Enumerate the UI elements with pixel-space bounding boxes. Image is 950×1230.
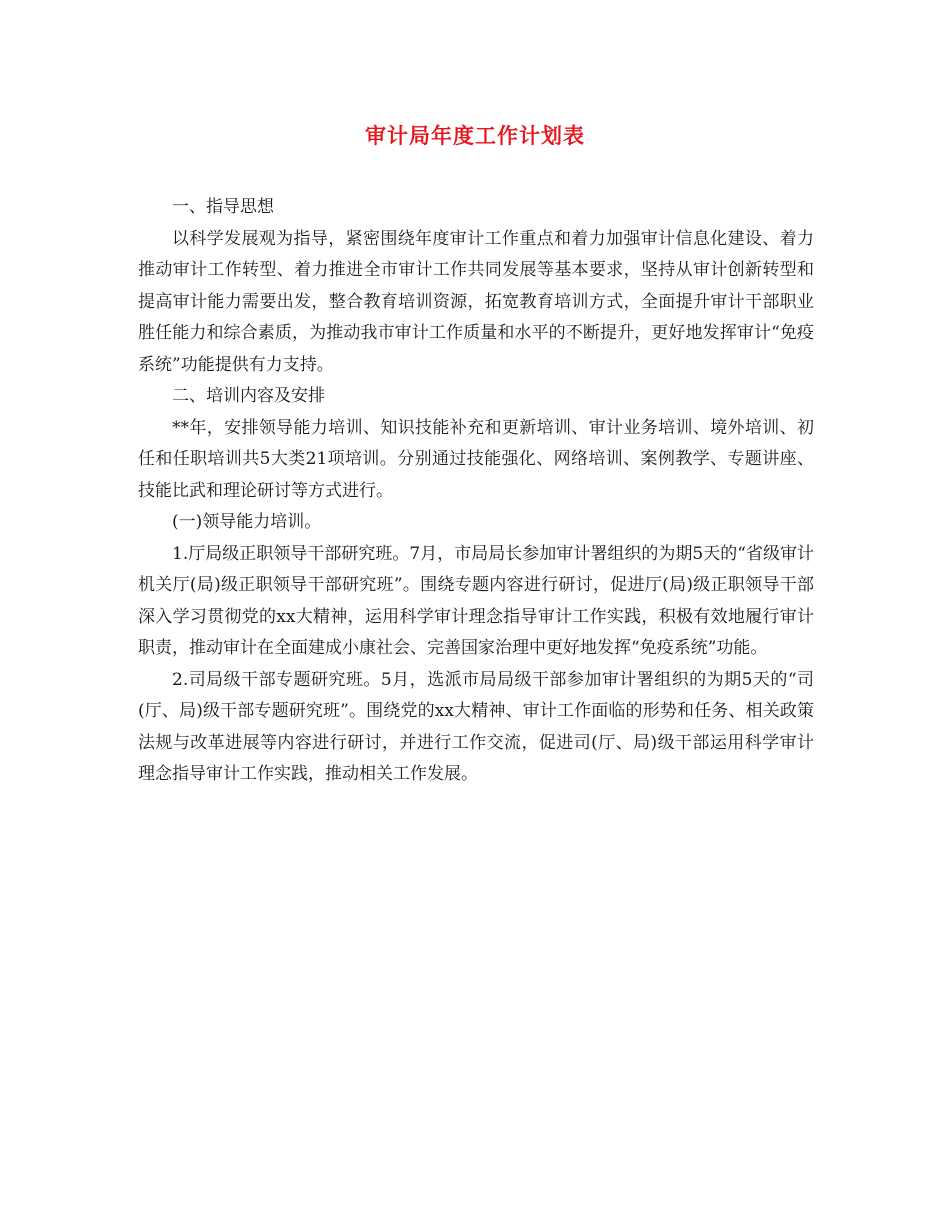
paragraph-guiding-thought: 以科学发展观为指导，紧密围绕年度审计工作重点和着力加强审计信息化建设、着力推动审计工作转型、着力推进全市审计工作共同发展等基本要求，坚持从审计创新转型和提高审计能力需要出发，整合教育培训资源，拓宽教育培训方式，全面提升审计干部职业胜任能力和综合素质，为推动我市审计工作质量和水平的不断提升，更好地发挥审计“免疫系统”功能提供有力支持。 (138, 228, 814, 375)
paragraph-training-overview: **年，安排领导能力培训、知识技能补充和更新培训、审计业务培训、境外培训、初任和任职培训共5大类21项培训。分别通过技能强化、网络培训、案例教学、专题讲座、技能比武和理论研讨等方式进行。 (138, 417, 814, 501)
paragraph-item-2: 2.司局级干部专题研究班。5月，选派市局局级干部参加审计署组织的为期5天的“司(厅、局)级干部专题研究班”。围绕党的xx大精神、审计工作面临的形势和任务、相关政策法规与改革进展等内容进行研讨，并进行工作交流，促进司(厅、局)级干部运用科学审计理念指导审计工作实践，推动相关工作发展。 (138, 669, 814, 784)
heading-guiding-thought: 一、指导思想 (172, 197, 274, 217)
document-body (138, 192, 814, 791)
subheading-leadership-training: (一)领导能力培训。 (172, 512, 322, 532)
document-title: 审计局年度工作计划表 (365, 124, 585, 148)
paragraph-item-1: 1.厅局级正职领导干部研究班。7月，市局局长参加审计署组织的为期5天的“省级审计机关厅(局)级正职领导干部研究班”。围绕专题内容进行研讨，促进厅(局)级正职领导干部深入学习贯彻党的xx大精神，运用科学审计理念指导审计工作实践，积极有效地履行审计职责，推动审计在全面建成小康社会、完善国家治理中更好地发挥“免疫系统”功能。 (138, 543, 814, 658)
heading-training-content: 二、培训内容及安排 (172, 386, 325, 406)
